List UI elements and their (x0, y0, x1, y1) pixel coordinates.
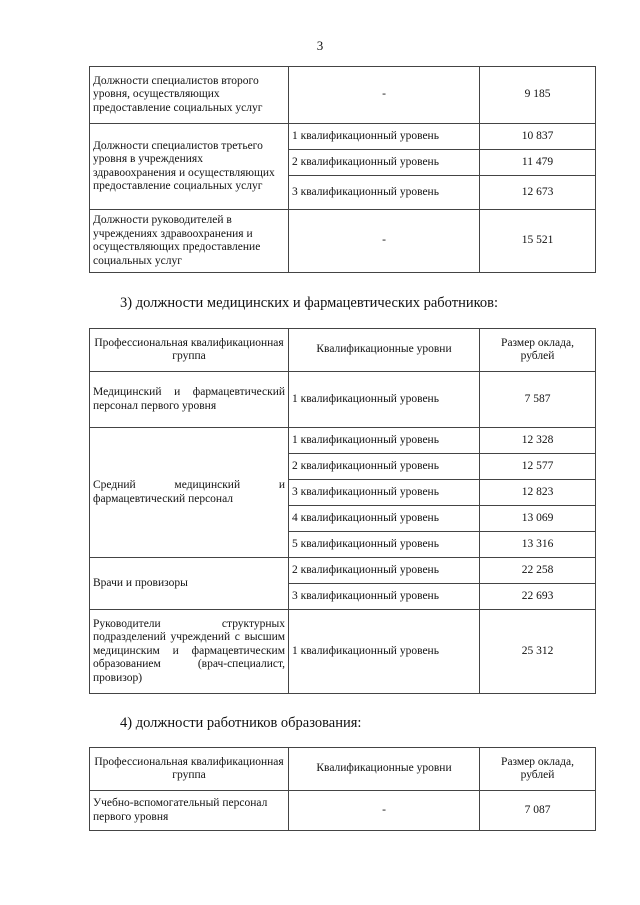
table-row (90, 791, 596, 831)
level-cell: 2 квалификационный уровень (289, 558, 480, 584)
table-header-row (90, 748, 596, 791)
table-row (90, 558, 596, 584)
medical-salary-table (89, 328, 596, 694)
salary-cell: 22 258 (480, 558, 596, 584)
group-cell: Руководители структурных подразделений учреждений с высшим медицинским и фармацевтическим образованием (врач-специалист, провизор) (90, 610, 289, 694)
salary-cell: 13 069 (480, 506, 596, 532)
level-cell: 1 квалификационный уровень (289, 372, 480, 428)
table-row (90, 124, 596, 150)
level-cell: 1 квалификационный уровень (289, 610, 480, 694)
level-cell: - (289, 791, 480, 831)
level-cell: 1 квалификационный уровень (289, 428, 480, 454)
table-row (90, 428, 596, 454)
salary-cell: 15 521 (480, 210, 596, 273)
group-cell: Врачи и провизоры (90, 558, 289, 610)
header-salary: Размер оклада, рублей (480, 748, 596, 791)
salary-cell: 12 328 (480, 428, 596, 454)
table-row (90, 67, 596, 124)
level-cell: 4 квалификационный уровень (289, 506, 480, 532)
salary-cell: 22 693 (480, 584, 596, 610)
table-row (90, 372, 596, 428)
section-4-heading: 4) должности работников образования: (120, 715, 362, 731)
level-cell: - (289, 210, 480, 273)
header-levels: Квалификационные уровни (289, 748, 480, 791)
salary-cell: 7 087 (480, 791, 596, 831)
group-cell: Медицинский и фармацевтический персонал первого уровня (90, 372, 289, 428)
table-row (90, 210, 596, 273)
level-cell: 3 квалификационный уровень (289, 584, 480, 610)
salary-table-continued (89, 66, 596, 273)
salary-cell: 25 312 (480, 610, 596, 694)
level-cell: 1 квалификационный уровень (289, 124, 480, 150)
salary-cell: 13 316 (480, 532, 596, 558)
header-levels: Квалификационные уровни (289, 329, 480, 372)
salary-cell: 9 185 (480, 67, 596, 124)
salary-cell: 12 673 (480, 176, 596, 210)
education-salary-table (89, 747, 596, 831)
table-row (90, 610, 596, 694)
group-cell: Должности руководителей в учреждениях здравоохранения и осуществляющих предоставление социальных услуг (90, 210, 289, 273)
group-cell: Учебно-вспомогательный персонал первого уровня (90, 791, 289, 831)
level-cell: 2 квалификационный уровень (289, 454, 480, 480)
section-3-heading: 3) должности медицинских и фармацевтических работников: (120, 295, 499, 311)
level-cell: 3 квалификационный уровень (289, 480, 480, 506)
header-group: Профессиональная квалификационная группа (90, 329, 289, 372)
page-number: 3 (316, 38, 324, 53)
salary-cell: 12 577 (480, 454, 596, 480)
table-header-row (90, 329, 596, 372)
header-salary: Размер оклада, рублей (480, 329, 596, 372)
salary-cell: 10 837 (480, 124, 596, 150)
group-cell: Должности специалистов третьего уровня в учреждениях здравоохранения и осуществляющих предоставление социальных услуг (90, 124, 289, 210)
salary-cell: 11 479 (480, 150, 596, 176)
salary-cell: 7 587 (480, 372, 596, 428)
header-group: Профессиональная квалификационная группа (90, 748, 289, 791)
level-cell: - (289, 67, 480, 124)
level-cell: 2 квалификационный уровень (289, 150, 480, 176)
group-cell: Средний медицинский и фармацевтический персонал (90, 428, 289, 558)
group-cell: Должности специалистов второго уровня, осуществляющих предоставление социальных услуг (90, 67, 289, 124)
salary-cell: 12 823 (480, 480, 596, 506)
level-cell: 5 квалификационный уровень (289, 532, 480, 558)
level-cell: 3 квалификационный уровень (289, 176, 480, 210)
